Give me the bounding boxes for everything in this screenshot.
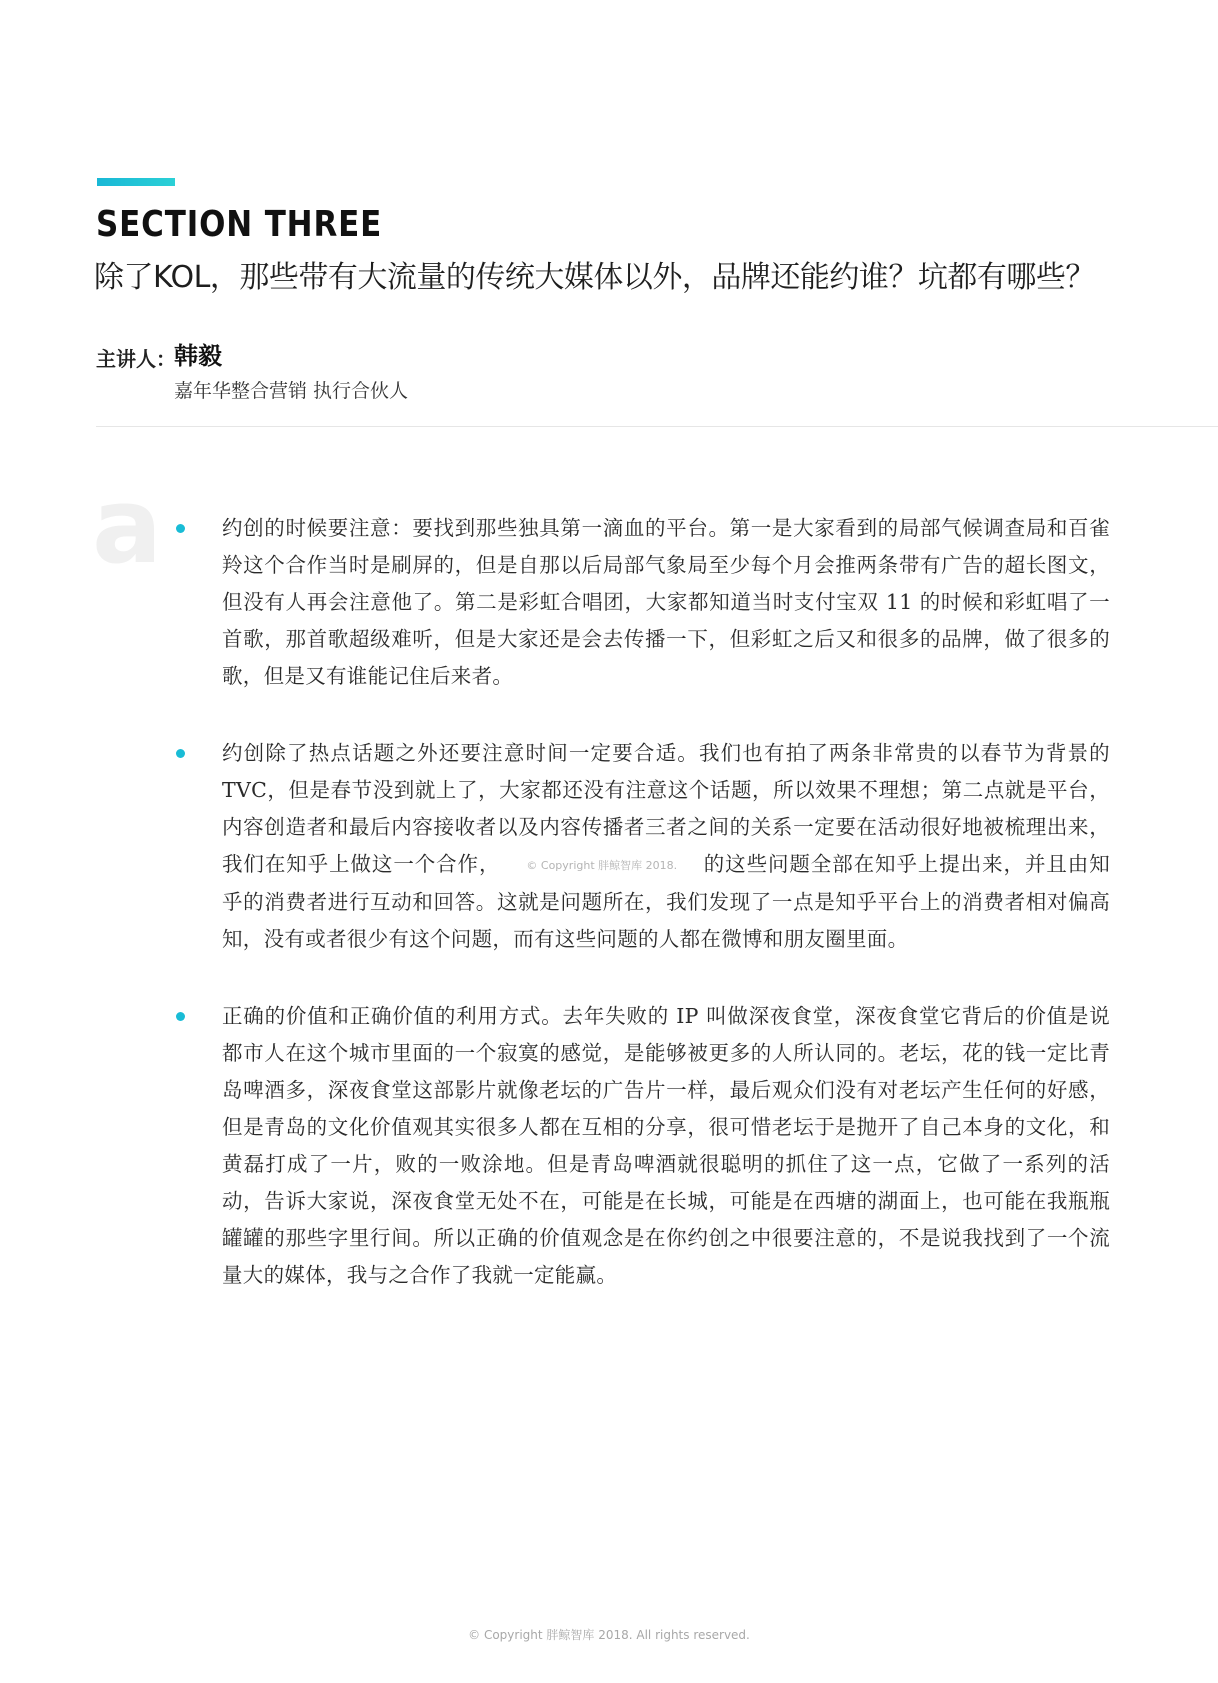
bullet-list	[176, 510, 1110, 1334]
bullet-item	[176, 510, 1110, 695]
bullet-text: 约创的时候要注意：要找到那些独具第一滴血的平台。第一是大家看到的局部气候调查局和百雀羚这个合作当时是刷屏的，但是自那以后局部气象局至少每个月会推两条带有广告的超长图文，但没有人再会注意他了。第二是彩虹合唱团，大家都知道当时支付宝双 11 的时候和彩虹唱了一首歌，那首歌超级难听，但是大家还是会去传播一下，但彩虹之后又和很多的品牌，做了很多的歌，但是又有谁能记住后来者。	[222, 516, 1110, 688]
bullet-text-part: 的这些问题全部在知乎上提出来，并且由知乎的消费者进行互动和回答。这就是问题所在，我们发现了一点是知乎平台上的消费者相对偏高知，没有或者很少有这个问题，而有这些问题的人都在微博和朋友圈里面。	[222, 852, 1110, 951]
bullet-text	[222, 735, 1110, 958]
speaker-name: 韩毅	[174, 342, 222, 370]
section-label: SECTION THREE	[96, 204, 383, 245]
bullet-dot-icon	[176, 1012, 185, 1021]
bullet-dot-icon	[176, 524, 185, 533]
page-title: 除了KOL，那些带有大流量的传统大媒体以外，品牌还能约谁？坑都有哪些？	[94, 260, 1095, 295]
footer-copyright: © Copyright 胖鲸智库 2018. All rights reserved.	[468, 1628, 750, 1642]
header-divider	[96, 426, 1218, 427]
decorative-letter: a	[92, 465, 163, 587]
bullet-text-part: 约创除了热点话题之外还要注意时间一定要合适。我们也有拍了两条非常贵的以春节为背景的 TVC，但是春节没到就上了，大家都还没有注意这个话题，所以效果不理想；第二点就是平台，内容创造者和最后内容接收者以及内容传播者三者之间的关系一定要在活动很好地被梳理出来，我们在知乎上做这一个合作，	[222, 741, 1110, 876]
bullet-item	[176, 998, 1110, 1294]
bullet-text: 正确的价值和正确价值的利用方式。去年失败的 IP 叫做深夜食堂，深夜食堂它背后的价值是说都市人在这个城市里面的一个寂寞的感觉，是能够被更多的人所认同的。老坛，花的钱一定比青岛啤酒多，深夜食堂这部影片就像老坛的广告片一样，最后观众们没有对老坛产生任何的好感，但是青岛的文化价值观其实很多人都在互相的分享，很可惜老坛于是抛开了自己本身的文化，和黄磊打成了一片，败的一败涂地。但是青岛啤酒就很聪明的抓住了这一点，它做了一系列的活动，告诉大家说，深夜食堂无处不在，可能是在长城，可能是在西塘的湖面上，也可能在我瓶瓶罐罐的那些字里行间。所以正确的价值观念是在你约创之中很要注意的，不是说我找到了一个流量大的媒体，我与之合作了我就一定能赢。	[222, 1004, 1110, 1287]
inline-watermark: © Copyright 胖鲸智库 2018.	[526, 859, 678, 872]
speaker-label: 主讲人：	[96, 347, 176, 371]
bullet-item	[176, 735, 1110, 958]
speaker-role: 嘉年华整合营销 执行合伙人	[174, 380, 409, 402]
bullet-dot-icon	[176, 749, 185, 758]
section-accent-bar	[97, 178, 175, 186]
